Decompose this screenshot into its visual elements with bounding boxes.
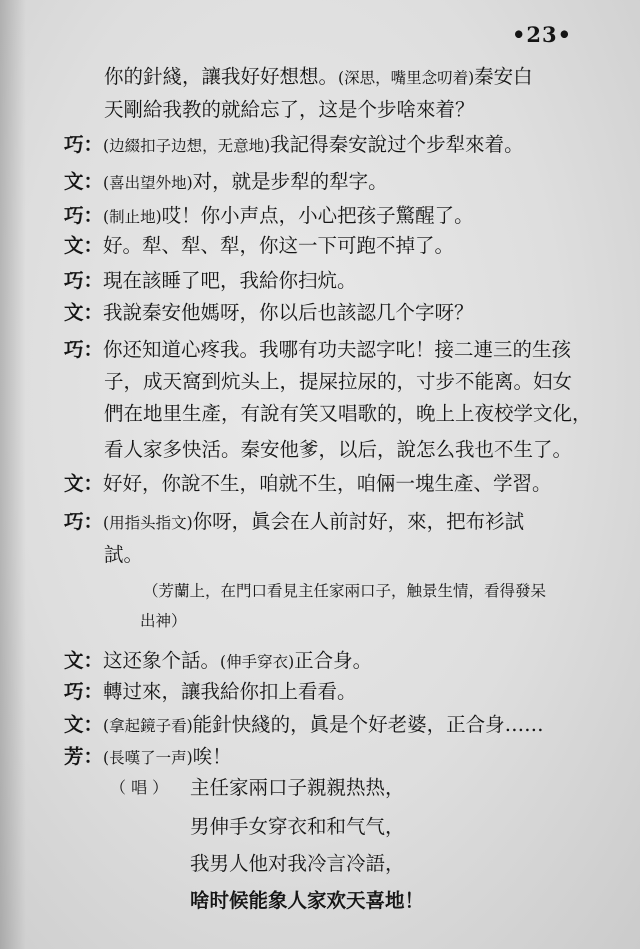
dialogue-line: [104, 438, 572, 462]
stage-direction: (深思，嘴里念叨着): [338, 69, 475, 87]
speaker-label: 巧：: [64, 510, 104, 533]
dialogue-line: [104, 65, 533, 90]
speaker-label: 巧：: [64, 204, 104, 227]
speaker-label: 文：: [64, 301, 104, 324]
dialogue-line: [64, 301, 474, 325]
dialogue-text: 这还象个話。: [103, 649, 221, 672]
dialogue-line: [104, 370, 572, 394]
song-verse-4: 啥时候能象人家欢天喜地！: [190, 889, 425, 912]
speaker-label: 巧：: [64, 269, 104, 292]
dialogue-text: 天剛給我教的就給忘了，这是个步啥來着？: [104, 98, 475, 121]
dialogue-line: [64, 649, 372, 674]
stage-direction-line-1: （芳蘭上，在門口看見主任家兩口子，触景生情，看得發呆: [143, 582, 547, 600]
song-verse-1: 主任家兩口子親親热热，: [190, 776, 405, 799]
dialogue-text: 好好，你說不生，咱就不生，咱倆一塊生產、学習。: [103, 472, 552, 495]
dialogue-line: [64, 133, 524, 158]
stage-direction: (拿起鏡子看): [103, 717, 193, 735]
dialogue-line: [64, 472, 552, 496]
dialogue-line: [64, 745, 232, 770]
speaker-label: 文：: [64, 649, 104, 672]
speaker-label: 巧：: [64, 680, 104, 703]
dialogue-line: [64, 510, 524, 535]
dialogue-line: [64, 269, 357, 293]
dialogue-text: 轉过來，讓我給你扣上看看。: [103, 680, 357, 703]
stage-direction: (制止地): [103, 208, 162, 226]
dialogue-text: 你的針綫，讓我好好想想。: [104, 65, 339, 88]
dialogue-line: [104, 98, 475, 122]
song-verse-3: 我男人他对我冷言冷語，: [190, 852, 405, 875]
song-verse-2: 男伸手女穿衣和和气气，: [190, 815, 405, 838]
dialogue-text: 現在該睡了吧，我給你扫炕。: [103, 269, 357, 292]
speaker-label: 芳：: [64, 745, 104, 768]
dialogue-text: 正合身。: [294, 649, 373, 672]
stage-direction: (用指头指文): [103, 514, 193, 532]
speaker-label: 文：: [64, 472, 104, 495]
stage-direction-line-2: 出神）: [140, 612, 187, 630]
dialogue-text: 哎！你小声点，小心把孩子驚醒了。: [161, 204, 474, 227]
dialogue-text: 你呀，眞会在人前討好，來，把布衫試: [192, 510, 525, 533]
page-number: •23•: [512, 22, 573, 47]
dialogue-line: [64, 234, 454, 258]
stage-direction: (喜出望外地): [103, 174, 193, 192]
dialogue-text: 能針快綫的，眞是个好老婆，正合身……: [192, 713, 544, 736]
speaker-label: 文：: [64, 234, 104, 257]
dialogue-line: [64, 713, 544, 738]
dialogue-line: [64, 170, 388, 195]
dialogue-text: 对，就是步犁的犁字。: [192, 170, 388, 193]
stage-direction: (边綴扣子边想，无意地): [103, 137, 271, 155]
dialogue-text: 我記得秦安說过个步犁來着。: [270, 133, 524, 156]
dialogue-text: 好。犁、犁、犁，你这一下可跑不掉了。: [103, 234, 455, 257]
speaker-label: 文：: [64, 713, 104, 736]
dialogue-text: 們在地里生產，有說有笑又唱歌的，晚上上夜校学文化，: [104, 402, 592, 425]
dialogue-text: 唉！: [192, 745, 232, 768]
dialogue-text: 我說秦安他媽呀，你以后也該認几个字呀？: [103, 301, 474, 324]
dialogue-line: [64, 338, 571, 362]
stage-direction: (伸手穿衣): [220, 653, 295, 671]
dialogue-line: [104, 543, 143, 567]
speaker-label: 巧：: [64, 133, 104, 156]
dialogue-text: 你还知道心疼我。我哪有功夫認字叱！接二連三的生孩: [103, 338, 572, 361]
stage-direction: (長嘆了一声): [103, 749, 193, 767]
song-label: （ 唱 ）: [110, 778, 169, 797]
dialogue-text: 試。: [104, 543, 144, 566]
dialogue-text: 看人家多快活。秦安他爹，以后，說怎么我也不生了。: [104, 438, 573, 461]
page-edge-shadow: [0, 0, 26, 949]
dialogue-text: 秦安白: [474, 65, 533, 88]
dialogue-text: 子，成天窩到炕头上，提屎拉尿的，寸步不能离。妇女: [104, 370, 573, 393]
speaker-label: 文：: [64, 170, 104, 193]
dialogue-line: [104, 402, 592, 426]
speaker-label: 巧：: [64, 338, 104, 361]
dialogue-line: [64, 204, 474, 229]
dialogue-line: [64, 680, 357, 704]
